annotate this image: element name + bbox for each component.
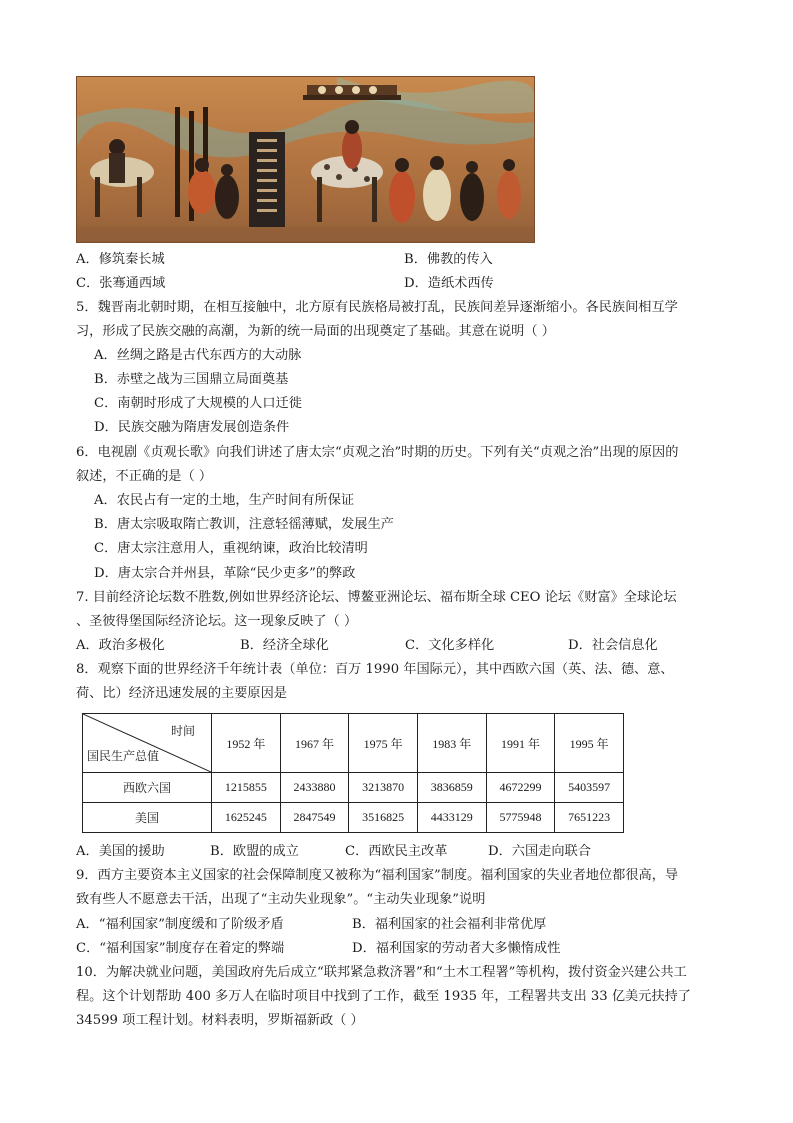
q6-stem-line2: 叙述，不正确的是（ ） xyxy=(76,469,213,484)
row-label-western-europe: 西欧六国 xyxy=(83,773,212,803)
q5-option-a: A．丝绸之路是古代东西方的大动脉 xyxy=(94,348,302,363)
table-row xyxy=(83,803,624,833)
table-cell: 2847549 xyxy=(280,803,349,833)
q8-stem-line1: 8．观察下面的世界经济千年统计表（单位：百万 1990 年国际元），其中西欧六国（英、法、德、意、 xyxy=(76,662,674,677)
q7-stem-line2: 、圣彼得堡国际经济论坛。这一现象反映了（ ） xyxy=(76,614,358,629)
table-cell: 7651223 xyxy=(555,803,624,833)
year-header-1991: 1991 年 xyxy=(486,714,555,773)
table-cell: 1215855 xyxy=(212,773,281,803)
year-header-1975: 1975 年 xyxy=(349,714,418,773)
q4-option-b: B．佛教的传入 xyxy=(404,252,493,267)
q8-option-b: B．欧盟的成立 xyxy=(210,844,299,859)
year-header-1952: 1952 年 xyxy=(212,714,281,773)
q10-stem-line2: 程。这个计划帮助 400 多万人在临时项目中找到了工作，截至 1935 年，工程署共支出 33 亿美元扶持了 xyxy=(76,989,691,1004)
q5-option-d: D．民族交融为隋唐发展创造条件 xyxy=(94,420,290,435)
q9-option-c: C．“福利国家”制度存在着定的弊端 xyxy=(76,941,285,956)
q4-option-c: C．张骞通西域 xyxy=(76,276,166,291)
table-diagonal-header xyxy=(83,714,212,773)
table-row xyxy=(83,773,624,803)
q5-stem-line2: 习，形成了民族交融的高潮，为新的统一局面的出现奠定了基础。其意在说明（ ） xyxy=(76,324,555,339)
table-cell: 5403597 xyxy=(555,773,624,803)
q7-option-d: D．社会信息化 xyxy=(568,638,658,653)
q10-stem-line1: 10．为解决就业问题，美国政府先后成立“联邦紧急救济署”和“土木工程署”等机构，拨付资金兴建公共工 xyxy=(76,965,687,980)
q8-option-d: D．六国走向联合 xyxy=(488,844,591,859)
q7-option-c: C．文化多样化 xyxy=(405,638,495,653)
year-header-1967: 1967 年 xyxy=(280,714,349,773)
q4-option-d: D．造纸术西传 xyxy=(404,276,494,291)
header-gnp-label: 国民生产总值 xyxy=(87,749,160,763)
q9-stem-line2: 致有些人不愿意去干活，出现了“主动失业现象”。“主动失业现象”说明 xyxy=(76,892,486,907)
q8-option-c: C．西欧民主改革 xyxy=(345,844,448,859)
header-time-label: 时间 xyxy=(170,724,195,738)
mural-image xyxy=(76,76,535,243)
q9-option-d: D．福利国家的劳动者大多懒惰成性 xyxy=(352,941,561,956)
q8-option-a: A．美国的援助 xyxy=(76,844,165,859)
table-cell: 3516825 xyxy=(349,803,418,833)
table-cell: 2433880 xyxy=(280,773,349,803)
q5-option-c: C．南朝时形成了大规模的人口迁徙 xyxy=(94,396,302,411)
table-cell: 1625245 xyxy=(212,803,281,833)
row-label-usa: 美国 xyxy=(83,803,212,833)
q6-option-b: B．唐太宗吸取隋亡教训，注意轻徭薄赋，发展生产 xyxy=(94,517,394,532)
table-cell: 3836859 xyxy=(417,773,486,803)
year-header-1995: 1995 年 xyxy=(555,714,624,773)
q5-option-b: B．赤壁之战为三国鼎立局面奠基 xyxy=(94,372,289,387)
q5-stem-line1: 5．魏晋南北朝时期，在相互接触中，北方原有民族格局被打乱，民族间差异逐渐缩小。各民族间相互学 xyxy=(76,300,678,315)
q6-option-d: D．唐太宗合并州县，革除“民少吏多”的弊政 xyxy=(94,566,356,581)
economic-statistics-table xyxy=(82,713,624,833)
q8-stem-line2: 荷、比）经济迅速发展的主要原因是 xyxy=(76,686,287,701)
table-cell: 3213870 xyxy=(349,773,418,803)
q10-stem-line3: 34599 项工程计划。材料表明，罗斯福新政（ ） xyxy=(76,1013,364,1028)
q9-option-b: B．福利国家的社会福利非常优厚 xyxy=(352,917,547,932)
q6-option-c: C．唐太宗注意用人，重视纳谏，政治比较清明 xyxy=(94,541,368,556)
table-cell: 4433129 xyxy=(417,803,486,833)
q6-stem-line1: 6．电视剧《贞观长歌》向我们讲述了唐太宗“贞观之治”时期的历史。下列有关“贞观之治”出现的原因的 xyxy=(76,445,679,460)
table-cell: 4672299 xyxy=(486,773,555,803)
year-header-1983: 1983 年 xyxy=(417,714,486,773)
table-cell: 5775948 xyxy=(486,803,555,833)
q9-stem-line1: 9．西方主要资本主义国家的社会保障制度又被称为“福利国家”制度。福利国家的失业者地位都很高，导 xyxy=(76,868,679,883)
q7-option-b: B．经济全球化 xyxy=(240,638,329,653)
q6-option-a: A．农民占有一定的土地，生产时间有所保证 xyxy=(94,493,355,508)
q9-option-a: A．“福利国家”制度缓和了阶级矛盾 xyxy=(76,917,284,932)
q4-option-a: A．修筑秦长城 xyxy=(76,252,165,267)
q7-stem-line1: 7. 目前经济论坛数不胜数,例如世界经济论坛、博鳌亚洲论坛、福布斯全球 CEO 论坛《财富》全球论坛 xyxy=(76,590,677,605)
table-header-row xyxy=(83,714,624,773)
q7-option-a: A．政治多极化 xyxy=(76,638,165,653)
